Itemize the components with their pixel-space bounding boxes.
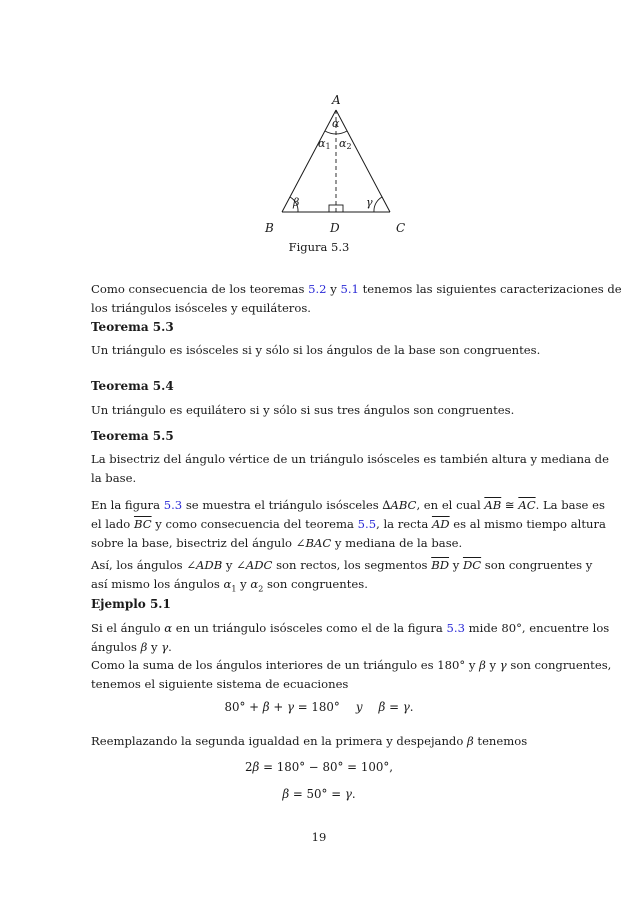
replace-paragraph: Reemplazando la segunda igualdad en la primera y despejando β tenemos bbox=[91, 734, 528, 748]
point-label-d: D bbox=[330, 221, 340, 235]
sum-line-1: Como la suma de los ángulos interiores de un triángulo es 180° y β y γ son congruentes, bbox=[91, 658, 612, 672]
ref-figure-5-3[interactable]: 5.3 bbox=[163, 498, 183, 512]
side-ab bbox=[282, 110, 336, 212]
theorem-5-5-title: Teorema 5.5 bbox=[91, 429, 174, 443]
angles-paragraph-line-1: Así, los ángulos ∠ADB y ∠ADC son rectos, los segmentos $\overline{BD}$ y $\overline{DC}$ son congruentes y bbox=[91, 558, 593, 572]
theorem-5-3-body: Un triángulo es isósceles si y sólo si los ángulos de la base son congruentes. bbox=[91, 343, 541, 357]
figure-paragraph-line-1: En la figura 5.3 se muestra el triángulo isósceles ∆ABC, en el cual $\overline{AB}$ ≅ $\overline{AC}$. La base es bbox=[91, 498, 605, 512]
theorem-5-5-body bbox=[91, 450, 609, 488]
vertex-label-c: C bbox=[396, 221, 406, 235]
theorem-5-5-line-2: la base. bbox=[91, 471, 137, 485]
ref-figure-5-3-example[interactable]: 5.3 bbox=[446, 621, 465, 635]
ref-theorem-5-5[interactable]: 5.5 bbox=[357, 517, 377, 531]
angle-arc-gamma bbox=[374, 197, 382, 212]
figure-paragraph bbox=[91, 496, 606, 553]
angle-label-alpha1: α1 bbox=[318, 137, 331, 151]
theorem-5-4-title: Teorema 5.4 bbox=[91, 379, 174, 393]
isosceles-triangle-figure bbox=[240, 85, 420, 245]
equation-beta: β = 50° = γ. bbox=[282, 787, 356, 801]
angles-paragraph bbox=[91, 556, 593, 598]
figure-paragraph-line-2: el lado $\overline{BC}$ y como consecuencia del teorema 5.5, la recta $\overline{AD}$ es al mismo tiempo altura bbox=[91, 517, 606, 531]
intro-line-1: Como consecuencia de los teoremas 5.2 y 5.1 tenemos las siguientes caracterizaciones de bbox=[91, 282, 622, 296]
sum-paragraph bbox=[91, 656, 612, 694]
vertex-label-a: A bbox=[332, 93, 341, 107]
angle-label-gamma: γ bbox=[366, 196, 373, 209]
angle-label-alpha2: α2 bbox=[339, 137, 352, 151]
ref-theorem-5-1[interactable]: 5.1 bbox=[340, 282, 359, 296]
equation-system: 80° + β + γ = 180° y β = γ. bbox=[224, 700, 414, 714]
vertex-label-b: B bbox=[265, 221, 274, 235]
side-ac bbox=[336, 110, 390, 212]
intro-paragraph bbox=[91, 280, 622, 318]
ref-theorem-5-2[interactable]: 5.2 bbox=[308, 282, 327, 296]
page-number: 19 bbox=[311, 830, 327, 844]
figure-paragraph-line-3: sobre la base, bisectriz del ángulo ∠BAC y mediana de la base. bbox=[91, 536, 463, 550]
equation-2beta: 2β = 180° − 80° = 100°, bbox=[245, 760, 393, 774]
theorem-5-3-title: Teorema 5.3 bbox=[91, 320, 174, 334]
angle-label-alpha: α bbox=[332, 117, 340, 130]
theorem-5-5-line-1: La bisectriz del ángulo vértice de un triángulo isósceles es también altura y mediana de bbox=[91, 452, 609, 466]
intro-line-2: los triángulos isósceles y equiláteros. bbox=[91, 301, 311, 315]
angles-paragraph-line-2: así mismo los ángulos $\alpha_1$ y $\alpha_2$ son congruentes. bbox=[91, 577, 368, 594]
example-5-1-title: Ejemplo 5.1 bbox=[91, 597, 171, 611]
example-line-2: ángulos β y γ. bbox=[91, 640, 172, 654]
theorem-5-4-body: Un triángulo es equilátero si y sólo si sus tres ángulos son congruentes. bbox=[91, 403, 515, 417]
example-5-1-body bbox=[91, 619, 610, 657]
sum-line-2: tenemos el siguiente sistema de ecuaciones bbox=[91, 677, 349, 691]
angle-label-beta: β bbox=[293, 196, 300, 209]
figure-caption: Figura 5.3 bbox=[288, 240, 350, 254]
example-line-1: Si el ángulo α en un triángulo isósceles como el de la figura 5.3 mide 80°, encuentre los bbox=[91, 621, 610, 635]
